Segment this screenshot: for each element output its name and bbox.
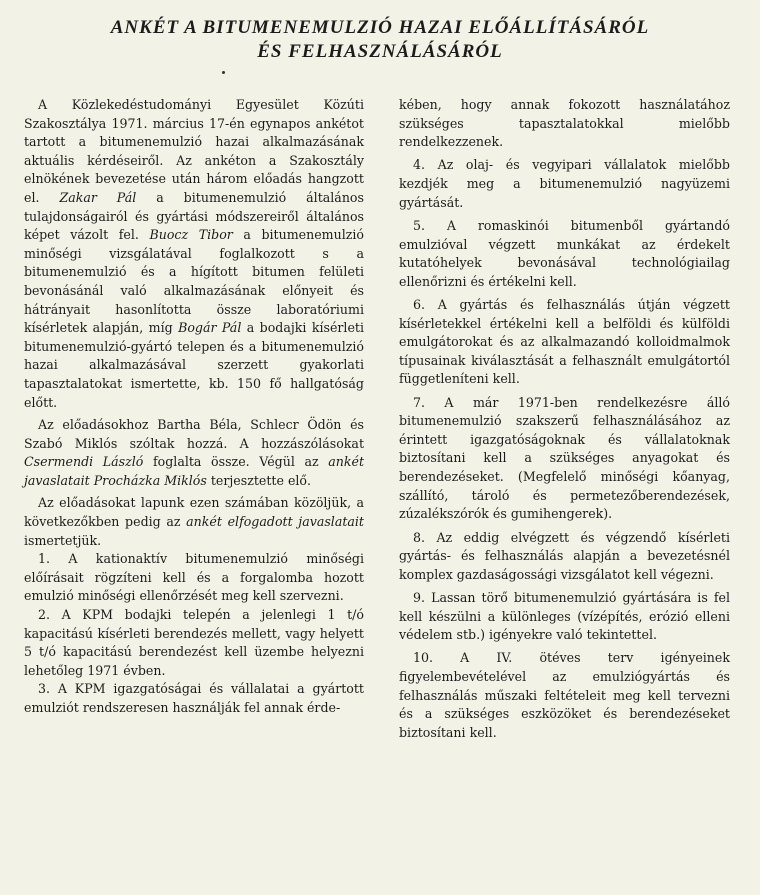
publication-paragraph: Az előadásokat lapunk ezen számában közöljük, a következőkben pedig az ankét elfogadott javaslatait ismertetjük. (24, 495, 364, 548)
ink-speck (222, 71, 225, 74)
left-column (24, 96, 364, 718)
title-line-1: ANKÉT A BITUMENEMULZIÓ HAZAI ELŐÁLLÍTÁSÁRÓL (110, 17, 650, 38)
summarizer-name: Csermendi László (24, 454, 144, 470)
proposal-item: 5. A romaskinói bitumenből gyártandó emulzióval végzett munkákat az érdekelt kutatóhelyek bevonásával technológiailag ellenőrizni és értékelni kell. (399, 217, 730, 289)
proposal-item: 10. A IV. ötéves terv igényeinek figyelembevételével az emulziógyártás és felhasználás műszaki feltételeit meg kell tervezni és a szükséges eszközöket és berendezéseket biztosítani kell. (399, 650, 730, 740)
proposal-item: 9. Lassan törő bitumenemulzió gyártására is fel kell készülni a különleges (vízépítés, erózió elleni védelem stb.) igényekre való tekintettel. (399, 589, 730, 643)
proposal-item: 2. A KPM bodajki telepén a jelenlegi 1 t/ó kapacitású kísérleti berendezés mellett, vagy helyett 5 t/ó kapacitású berendezést kell üzembe helyezni lehetőleg 1971 évben. (24, 607, 364, 678)
speaker-name: Buocz Tibor (149, 227, 233, 243)
proposals-presenter: ankét javaslatait Procházka Miklós (24, 454, 365, 488)
intro-paragraph: A Közlekedéstudományi Egyesület Közúti Szakosztálya 1971. március 17-én egynapos ankétot tartott a bitumenemulzió hazai alkalmazásának aktuális kérdéseiről. Az ankéton a Szakosztály elnökének bevezetése után három előadás hangzott el. Zakar Pál a bitumenemulzió általános tulajdonságairól és gyártási módszereiről általános képet vázolt fel. Buocz Tibor a bitumenemulzió minőségi vizsgálatával foglalkozott s a bitumenemulzió és a hígított bitumen felületi bevonásánál való alkalmazásának előnyeit és hátrányait hasonlította össze laboratóriumi kísérletek alapján, míg Bogár Pál a bodajki kísérleti bitumenemulzió-gyártó telepen és a bitumenemulzió hazai alkalmazásával szerzett gyakorlati tapasztalatokat ismertette, kb. 150 fő hallgatóság előtt. (24, 97, 365, 410)
proposal-item-continued: kében, hogy annak fokozott használatához szükséges tapasztalatokkal mielőbb rendelkezzenek. (399, 97, 730, 150)
proposal-item: 6. A gyártás és felhasználás útján végzett kísérletekkel értékelni kell a belföldi és külföldi emulgátorokat és az alkalmazandó kolloidmalmok típusainak kiválasztását a felhasznált emulgátortól függetleníteni kell. (399, 297, 730, 387)
article-title (0, 16, 760, 64)
proposal-item: 1. A kationaktív bitumenemulzió minőségi előírásait rögzíteni kell és a forgalomba hozott emulzió minőségi ellenőrzését meg kell szervezni. (24, 551, 364, 604)
proposal-item: 3. A KPM igazgatóságai és vállalatai a gyártott emulziót rendszeresen használják fel annak érde- (24, 681, 364, 715)
speaker-name: Zakar Pál (59, 189, 137, 205)
title-line-2: ÉS FELHASZNÁLÁSÁRÓL (257, 41, 503, 62)
proposal-item: 4. Az olaj- és vegyipari vállalatok mielőbb kezdjék meg a bitumenemulzió nagyüzemi gyártását. (399, 157, 730, 210)
right-column (399, 96, 730, 747)
speaker-name: Bogár Pál (178, 320, 242, 336)
proposal-item: 7. A már 1971-ben rendelkezésre álló bitumenemulzió szakszerű felhasználásához az érintett igazgatóságoknak és vállalatoknak biztosítani kell a szükséges anyagokat és berendezéseket. (Megfelelő minőségi kőanyag, szállító, tároló és permetezőberendezések, zúzalékszórók és gumihengerek). (399, 394, 730, 522)
proposal-item: 8. Az eddig elvégzett és végzendő kísérleti gyártás- és felhasználás alapján a bevezetésnél komplex gazdaságossági vizsgálatot kell végezni. (399, 529, 730, 582)
accepted-proposals-label: ankét elfogadott javaslatait (186, 514, 364, 530)
contributors-paragraph: Az előadásokhoz Bartha Béla, Schlecr Ödön és Szabó Miklós szóltak hozzá. A hozzászólásokat Csermendi László foglalta össze. Végül az ankét javaslatait Procházka Miklós terjesztette elő. (24, 417, 365, 488)
